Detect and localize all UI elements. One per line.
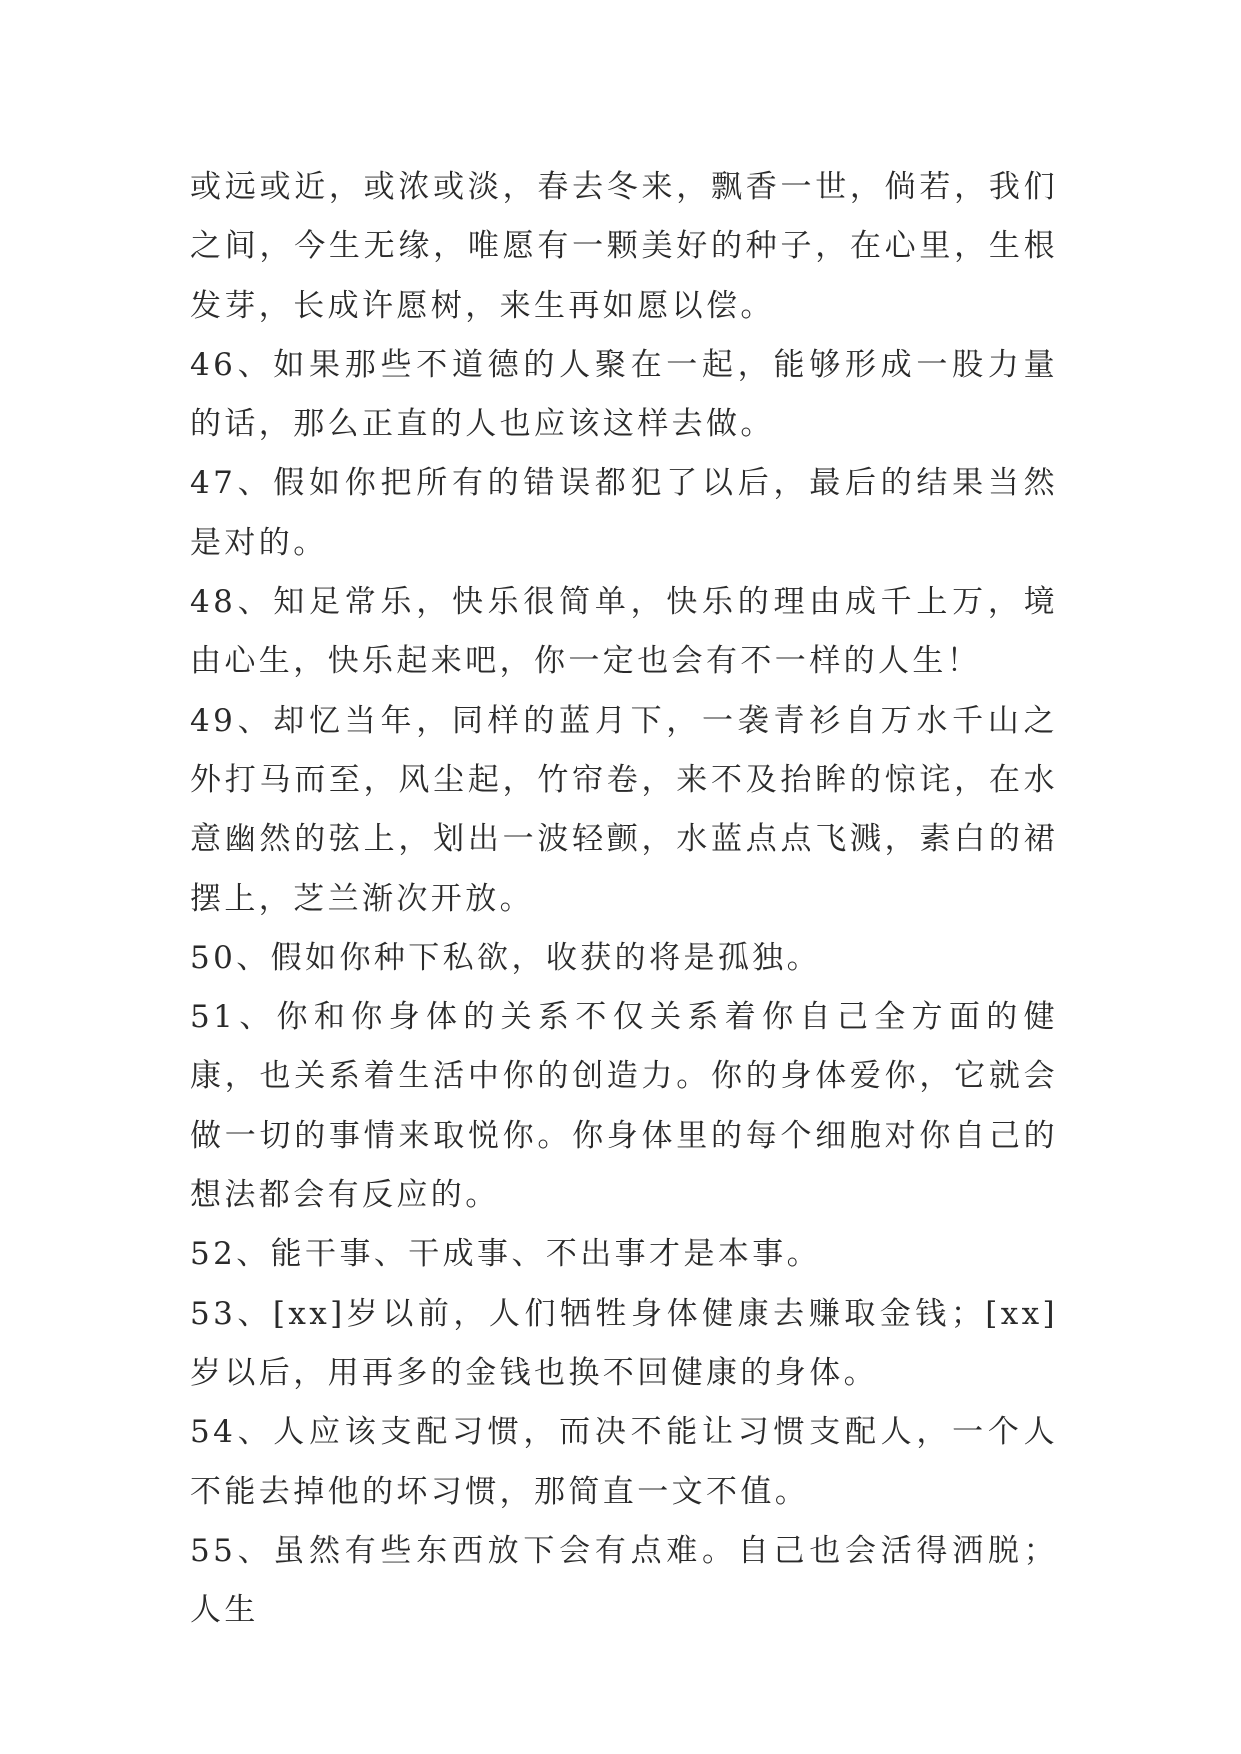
paragraph-46: 46、如果那些不道德的人聚在一起，能够形成一股力量的话，那么正直的人也应该这样去做。 (190, 346, 1058, 443)
paragraph-50: 50、假如你种下私欲，收获的将是孤独。 (190, 939, 822, 976)
paragraph-55: 55、虽然有些东西放下会有点难。自己也会活得洒脱；人生 (190, 1532, 1058, 1629)
paragraph-53: 53、[xx]岁以前，人们牺牲身体健康去赚取金钱；[xx]岁以后，用再多的金钱也换不回健康的身体。 (190, 1295, 1058, 1391)
paragraph-49: 49、却忆当年，同样的蓝月下，一袭青衫自万水千山之外打马而至，风尘起，竹帘卷，来不及抬眸的惊诧，在水意幽然的弦上，划出一波轻颤，水蓝点点飞溅，素白的裙摆上，芝兰渐次开放。 (190, 702, 1058, 917)
paragraph-51: 51、你和你身体的关系不仅关系着你自己全方面的健康，也关系着生活中你的创造力。你的身体爱你，它就会做一切的事情来取悦你。你身体里的每个细胞对你自己的想法都会有反应的。 (190, 999, 1058, 1214)
paragraph-52: 52、能干事、干成事、不出事才是本事。 (190, 1236, 822, 1273)
paragraph-48: 48、知足常乐，快乐很简单，快乐的理由成千上万，境由心生，快乐起来吧，你一定也会有不一样的人生！ (190, 584, 1058, 680)
paragraph-continuation: 或远或近，或浓或淡，春去冬来，飘香一世，倘若，我们之间，今生无缘，唯愿有一颗美好的种子，在心里，生根发芽，长成许愿树，来生再如愿以偿。 (190, 169, 1058, 324)
paragraph-47: 47、假如你把所有的错误都犯了以后，最后的结果当然是对的。 (190, 465, 1058, 561)
text-column (190, 158, 1058, 1640)
paragraph-54: 54、人应该支配习惯，而决不能让习惯支配人，一个人不能去掉他的坏习惯，那简直一文不值。 (190, 1414, 1058, 1510)
